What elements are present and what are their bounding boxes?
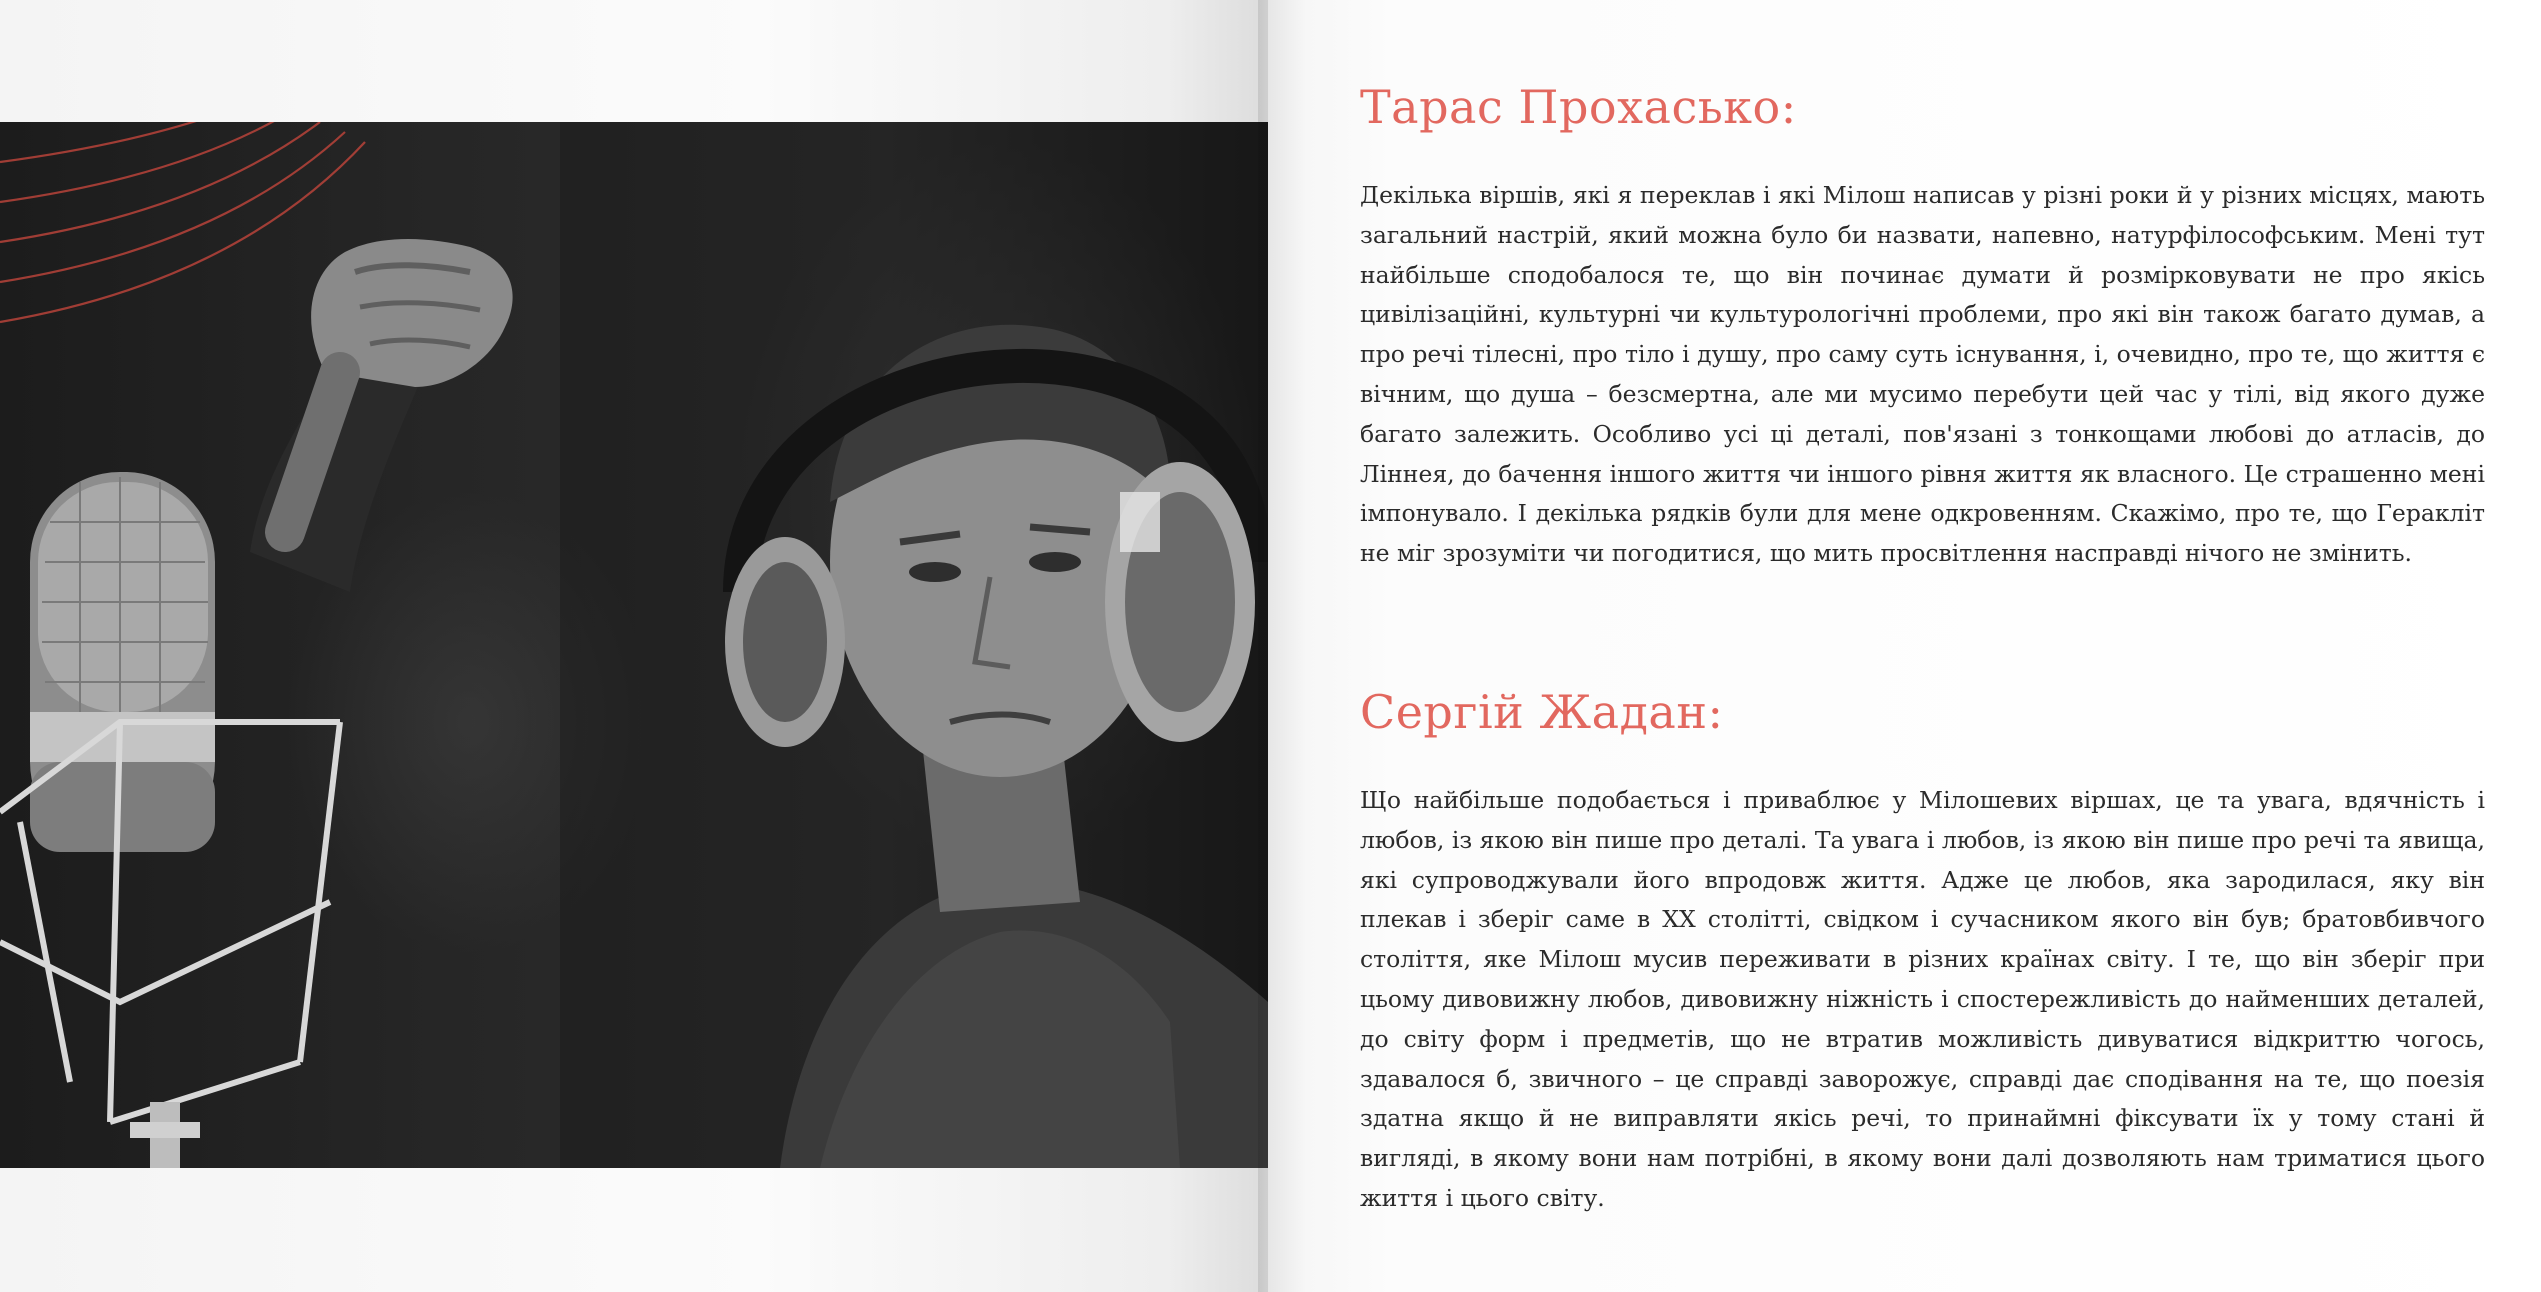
section-heading-zhadan: Сергій Жадан: — [1360, 685, 1724, 739]
section-text-prokhasko: Декілька віршів, які я переклав і які Мілош написав у різні роки й у різних місцях, мають загальний настрій, який можна було би назвати, напевно, натурфілософським. Мені тут найбільше сподобалося те, що він починає думати й розмірковувати не про якісь цивілізаційні, культурні чи культурологічні проблеми, про які він також багато думав, а про речі тілесні, про тіло і душу, про саму суть існування, і, очевидно, про те, що життя є вічним, що душа – безсмертна, але ми мусимо перебути цей час у тілі, від якого дуже багато залежить. Особливо усі ці деталі, пов'язані з тонкощами любові до атласів, до Ліннея, до бачення іншого життя чи іншого рівня життя як власного. Це страшенно мені імпонувало. І декілька рядків були для мене одкровенням. Скажімо, про те, що Геракліт не міг зрозуміти чи погодитися, що мить просвітлення насправді нічого не змінить. — [1360, 181, 2485, 568]
decorative-red-arcs — [0, 122, 365, 322]
studio-microphone — [0, 472, 340, 1168]
left-page — [0, 0, 1268, 1292]
photo-illustration — [0, 122, 1268, 1168]
studio-photo — [0, 122, 1268, 1168]
section-text-zhadan: Що найбільше подобається і приваблює у Мілошевих віршах, це та увага, вдячність і любов, із якою він пише про деталі. Та увага і любов, із якою він пише про речі та явища, які супроводжували його впродовж життя. Адже це любов, яка зародилася, яку він плекав і зберіг саме в ХХ столітті, свідком і сучасником якого він був; братовбивчого століття, яке Мілош мусив переживати в різних країнах світу. І те, що він зберіг при цьому дивовижну любов, дивовижну ніжність і спостережливість до найменших деталей, до світу форм і предметів, що не втратив можливість дивуватися відкриттю чогось, здавалося б, звичного – це справді заворожує, справді дає сподівання на те, що поезія здатна якщо й не виправляти якісь речі, то принаймні фіксувати їх у тому стані й вигляді, в якому вони нам потрібні, в якому вони далі дозволяють нам триматися цього життя і цього світу. — [1360, 786, 2485, 1212]
raised-fist — [250, 239, 513, 592]
section-heading-prokhasko: Тарас Прохасько: — [1360, 80, 1797, 134]
